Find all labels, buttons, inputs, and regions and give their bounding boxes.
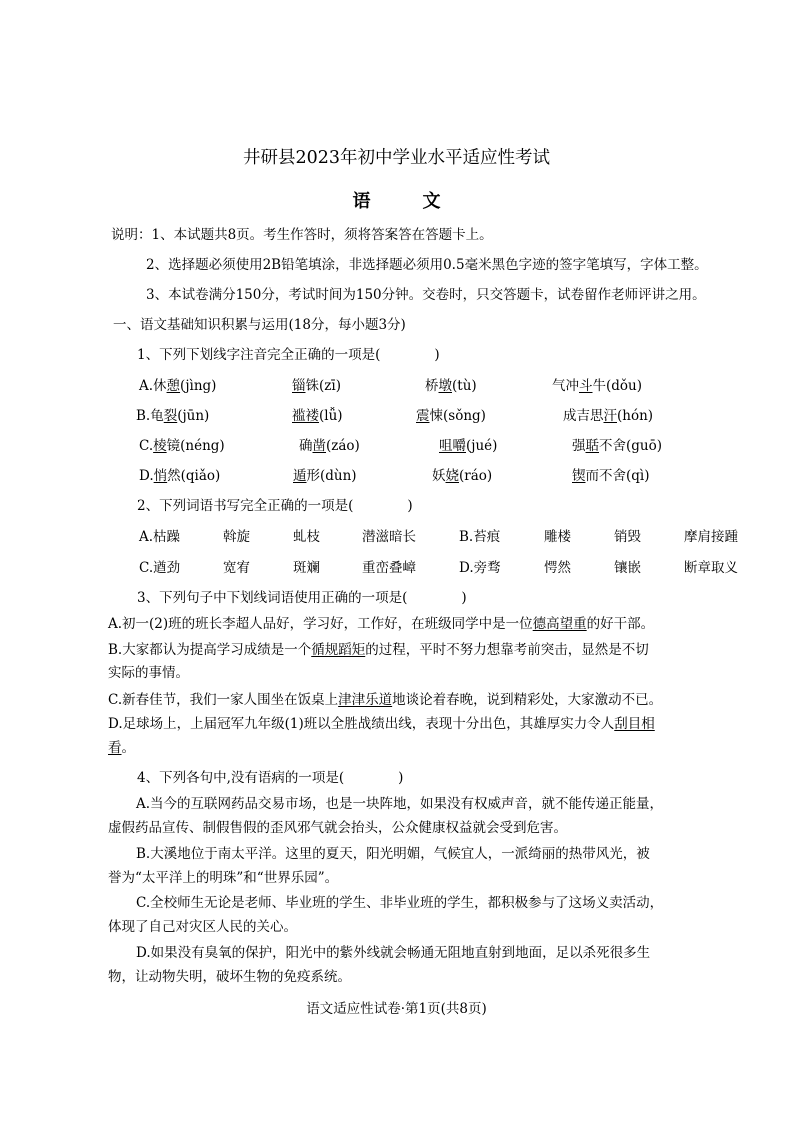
q3-option-c: C.新春佳节，我们一家人围坐在饭桌上津津乐道地谈论着春晚，说到精彩处，大家激动不已。 (108, 692, 663, 708)
q1-item: C.棱镜(néng) (139, 438, 225, 454)
q2-word: 销毁 (614, 529, 641, 545)
q4-option-b-cont: 誉为“太平洋上的明珠”和“世界乐园”。 (108, 870, 339, 886)
q2-word: 虬枝 (293, 529, 320, 545)
q2-word: C.遒劲 (139, 560, 181, 576)
q4-option-c: C.全校师生无论是老师、毕业班的学生、非毕业班的学生，都积极参与了这场义卖活动， (136, 895, 664, 911)
q1-option-row (0, 434, 793, 454)
q2-option-row (0, 556, 793, 576)
q2-word: 摩肩接踵 (684, 529, 738, 545)
q1-item: 气冲斗牛(dǒu) (552, 378, 642, 394)
question-3-stem: 3、下列句子中下划线词语使用正确的一项是( ) (137, 590, 467, 606)
q2-word: 潜滋暗长 (362, 529, 416, 545)
question-2-stem: 2、下列词语书写完全正确的一项是( ) (137, 498, 413, 514)
q4-option-c-cont: 体现了自己对灾区人民的关心。 (108, 919, 297, 935)
q2-word: A.枯躁 (139, 529, 181, 545)
q1-item: 确凿(záo) (299, 438, 360, 454)
q1-item: 震悚(sǒng) (416, 408, 486, 424)
q1-item: B.龟裂(jūn) (136, 408, 210, 424)
q1-item: 遁形(dùn) (293, 468, 357, 484)
q3-option-a: A.初一(2)班的班长李超人品好，学习好，工作好，在班级同学中是一位德高望重的好干部。 (108, 616, 655, 632)
subject-heading (0, 187, 793, 213)
q4-option-a-cont: 虚假药品宣传、制假售假的歪风邪气就会抬头，公众健康权益就会受到危害。 (108, 820, 567, 836)
q1-item: 成吉思汗(hón) (563, 408, 654, 424)
q1-item: D.悄然(qiǎo) (139, 468, 221, 484)
exam-title: 井研县2023年初中学业水平适应性考试 (242, 148, 551, 168)
q2-word: 宽宥 (223, 560, 250, 576)
subject-char-left: 语 (352, 191, 371, 212)
q2-word: 断章取义 (684, 560, 738, 576)
q1-item: 锱铢(zī) (292, 378, 341, 394)
q4-option-a: A.当今的互联网药品交易市场，也是一块阵地，如果没有权威声音，就不能传递正能量， (136, 796, 664, 812)
section-heading: 一、语文基础知识积累与运用(18分，每小题3分) (113, 317, 406, 333)
question-1-stem: 1、下列下划线字注音完全正确的一项是( ) (137, 347, 440, 363)
q1-item: 咀嚼(jué) (439, 438, 498, 454)
q1-item: 锲而不舍(qì) (572, 468, 650, 484)
question-4-stem: 4、下列各句中,没有语病的一项是( ) (137, 770, 404, 786)
subject-char-right: 文 (422, 191, 441, 212)
q2-word: 重峦叠嶂 (362, 560, 416, 576)
q1-option-row (0, 404, 793, 424)
q3-option-d: D.足球场上，上届冠军九年级(1)班以全胜战绩出线，表现十分出色，其雄厚实力令人刮目相 (108, 716, 655, 732)
q2-word: 雕楼 (544, 529, 571, 545)
instruction-line-2: 2、选择题必须使用2B铅笔填涂，非选择题必须用0.5毫米黑色字迹的签字笔填写，字体工整。 (146, 257, 708, 273)
q1-item: 褴褛(lǚ) (292, 408, 343, 424)
q2-word: 斡旋 (223, 529, 250, 545)
q1-item: 桥墩(tù) (425, 378, 477, 394)
page-footer: 语文适应性试卷·第1页(共8页) (306, 1001, 487, 1017)
q1-option-row (0, 464, 793, 484)
instruction-line-1: 说明：1、本试题共8页。考生作答时，须将答案答在答题卡上。 (111, 227, 493, 243)
q3-option-b-cont: 实际的事情。 (108, 665, 189, 681)
q2-word: B.苔痕 (459, 529, 501, 545)
q4-option-b: B.大溪地位于南太平洋。这里的夏天，阳光明媚，气候宜人，一派绮丽的热带风光，被 (136, 846, 650, 862)
q1-item: 强聒不舍(guō) (572, 438, 662, 454)
q3-option-d-cont: 看。 (108, 740, 135, 756)
q1-item: A.休憩(jìng) (139, 378, 217, 394)
instruction-line-3: 3、本试卷满分150分，考试时间为150分钟。交卷时，只交答题卡，试卷留作老师评讲之用。 (146, 287, 706, 303)
q4-option-d: D.如果没有臭氧的保护，阳光中的紫外线就会畅通无阻地直射到地面，足以杀死很多生 (136, 945, 651, 961)
q3-option-b: B.大家都认为提高学习成绩是一个循规蹈矩的过程，平时不努力想靠考前突击，显然是不切 (108, 642, 649, 658)
q4-option-d-cont: 物，让动物失明，破坏生物的免疫系统。 (108, 969, 351, 985)
q2-word: 镶嵌 (614, 560, 641, 576)
q1-option-row (0, 374, 793, 394)
q2-word: 斑斓 (293, 560, 320, 576)
q2-word: 愕然 (544, 560, 571, 576)
q1-item: 妖娆(ráo) (432, 468, 493, 484)
q2-word: D.旁骛 (459, 560, 501, 576)
q2-option-row (0, 525, 793, 545)
